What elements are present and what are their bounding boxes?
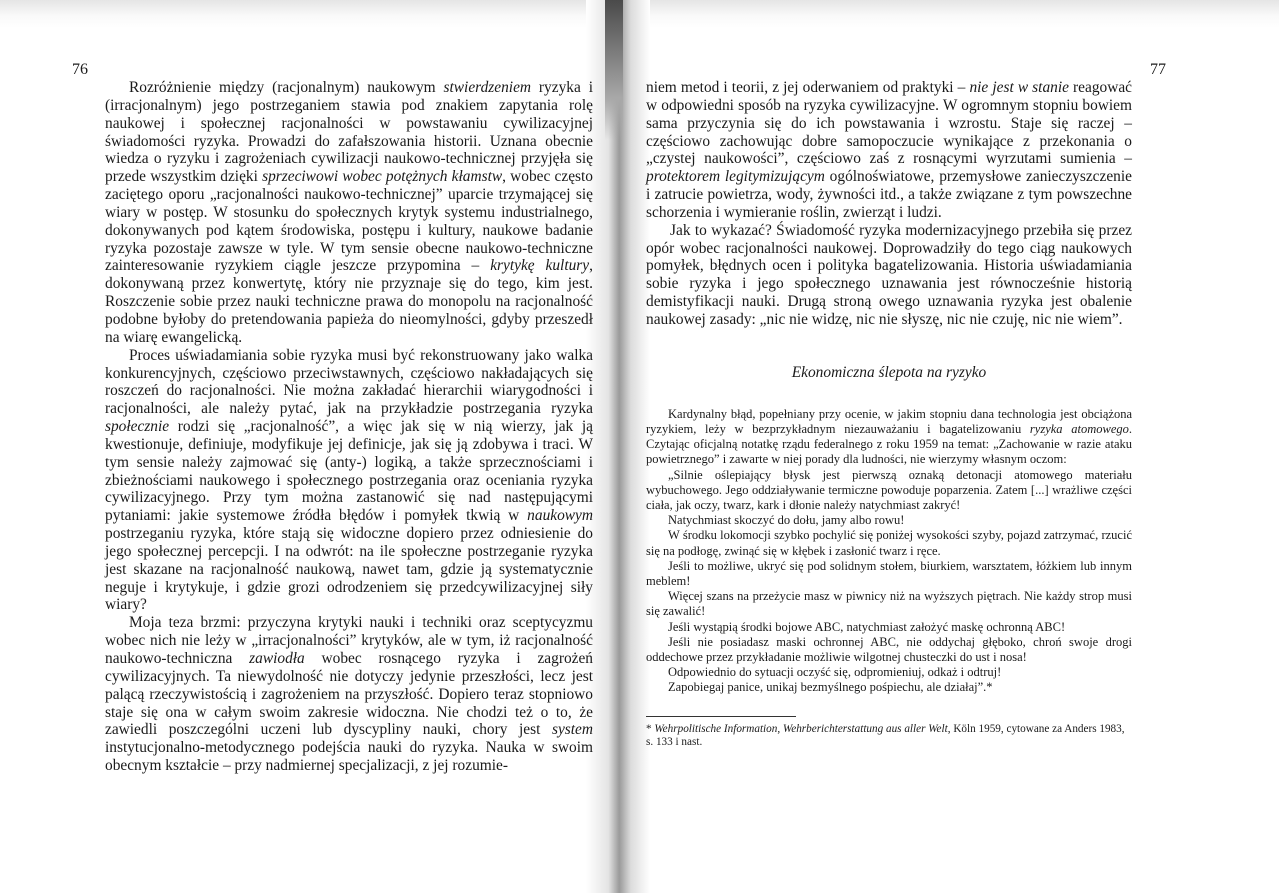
text-run: Jeśli wystąpią środki bojowe ABC, natychmiast założyć maskę ochronną ABC! <box>668 619 1066 634</box>
text-run: ogólnoświatowe, przemysłowe zanieczyszczenie i zatrucie powietrza, wody, żywności itd., a także związane z tym powszechne schorzenia i wymieranie roślin, zwierząt i ludzi. <box>646 168 1132 221</box>
text-run: Jeśli nie posiadasz maski ochronnej ABC, nie oddychaj głęboko, chroń swoje drogi oddechowe przez przykładanie możliwie wilgotnej chusteczki do ust i nosa! <box>646 634 1132 665</box>
italic-text: zawiodła <box>249 650 305 667</box>
quote-line <box>646 620 1132 635</box>
footnote-divider <box>646 716 796 717</box>
left-paragraph-2 <box>105 347 593 615</box>
italic-text: sprzeciwowi wobec potężnych kłamstw <box>262 168 503 186</box>
italic-text: protektorem legitymizującym <box>646 168 825 186</box>
text-run: . Czytając oficjalną notatkę rządu federalnego z roku 1959 na temat: „Zachowanie w razie ataku powietrznego” i zawarte w niej porady dla ludności, nie wierzymy własnym oczom: <box>646 422 1132 467</box>
text-run: Rozróżnienie między (racjonalnym) naukowym <box>129 79 444 96</box>
text-run: „Silnie oślepiający błysk jest pierwszą oznaką detonacji atomowego materiału wybuchowego. Jego oddziaływanie termiczne powoduje poparzenia. Zatem [...] wrażliwe części ciała, jak oczy, twarz, kark i dłonie należy natychmiast zakryć! <box>646 467 1132 513</box>
quote-intro <box>646 407 1132 468</box>
text-run: wobec rosnącego ryzyka i zagrożeń cywilizacyjnych. Ta niewydolność nie dotyczy jedynie przeszłości, lecz jest palącą rzeczywistością i zagrożeniem na przyszłość. Dopiero teraz stopniowo staje się ona w całym swoim zakresie widoczna. Nie chodzi też o to, że zawiedli poszczególni uczeni lub dyscypliny nauki, chory jest <box>105 650 593 739</box>
quote-line <box>646 559 1132 589</box>
text-run: ryzyka i (irracjonalnym) jego postrzeganiem stawia pod znakiem zapytania rolę naukowej i społecznej racjonalności w powstawaniu cywilizacyjnej świadomości ryzyka. Prowadzi do zafałszowania historii. Uznana obecnie wiedza o ryzyku i zagrożeniach cywilizacji naukowo-technicznej przyjęła się przede wszystkim dzięki <box>105 79 593 186</box>
text-run: Jeśli to możliwe, ukryć się pod solidnym stołem, biurkiem, warsztatem, łóżkiem lub innym meblem! <box>646 558 1132 589</box>
text-run: Natychmiast skoczyć do dołu, jamy albo rowu! <box>668 513 905 528</box>
footnote-citation: , Köln 1959, cytowane za Anders 1983, s. 133 i nast. <box>646 722 1125 748</box>
text-run: niem metod i teorii, z jej oderwaniem od praktyki – <box>646 79 970 96</box>
italic-text: stwierdzeniem <box>443 79 532 96</box>
page-number-right: 77 <box>1150 61 1166 78</box>
right-paragraph-1 <box>646 79 1132 222</box>
text-run: rodzi się „racjonalność”, a więc jak się w nią wierzy, jak ją kwestionuje, definiuje, modyfikuje jej definicje, jak się ją zdobywa i traci. W tym sensie należy zajmować się (anty-) logiką, a także sprzecznościami i zbieżnościami naukowego i społecznego postrzegania oraz oceniania ryzyka cywilizacyjnego. Przy tym można zastanowić się nad następującymi pytaniami: jakie systemowe źródła błędów i pomyłek tkwią w <box>105 418 593 525</box>
italic-text: społecznie <box>105 418 170 436</box>
text-run: Jak to wykazać? Świadomość ryzyka modernizacyjnego przebiła się przez opór wobec racjonalności naukowej. Doprowadziły do tego ciąg naukowych pomyłek, błędnych ocen i polityka bagatelizowania. Historia uświadamiania sobie ryzyka i jego społecznego uznawania jest równocześnie historią demistyfikacji nauki. Drugą stroną owego uznawania ryzyka jest obalenie naukowej zasady: „nic nie widzę, nic nie słyszę, nic nie czuję, nic nie wiem”. <box>646 221 1132 328</box>
page-number-left: 76 <box>72 61 88 78</box>
quote-line <box>646 680 1132 695</box>
right-paragraph-2 <box>646 222 1132 329</box>
italic-text: ryzyka atomowego <box>1029 422 1129 437</box>
footnote-marker: * <box>646 722 655 735</box>
footnote-source-title: Wehrpolitische Information, Wehrberichterstattung aus aller Welt <box>654 722 948 735</box>
book-gutter-shadow <box>605 0 623 140</box>
left-paragraph-1 <box>105 79 593 347</box>
text-run: Kardynalny błąd, popełniany przy ocenie, w jakim stopniu dana technologia jest obciążona ryzykiem, leży w bezprzykładnym niezauważaniu i bagatelizowaniu <box>646 406 1132 437</box>
footnote <box>646 723 1132 749</box>
italic-text: krytykę kultury <box>490 257 590 275</box>
left-page-column <box>105 79 593 775</box>
text-run: Zapobiegaj panice, unikaj bezmyślnego pośpiechu, ale działaj”.* <box>668 680 993 695</box>
text-run: postrzeganiu ryzyka, które stają się widoczne dopiero przez odniesienie do jego społecznej percepcji. I na odwrót: na ile społeczne postrzeganie ryzyka jest skazane na racjonalność naukową, nawet tam, gdzie ją systematycznie neguje i krytykuje, i gdzie grozi odrodzeniem się przedcywilizacyjnej siły wiary? <box>105 525 593 614</box>
text-run: Odpowiednio do sytuacji oczyść się, odpromieniuj, odkaż i odtruj! <box>668 665 1002 680</box>
text-run: instytucjonalno-metodycznego podejścia nauki do ryzyka. Nauka w swoim obecnym kształcie – przy nadmiernej specjalizacji, z jej rozumie- <box>105 739 593 775</box>
italic-text: naukowym <box>527 507 593 525</box>
quote-line <box>646 665 1132 680</box>
text-run: Więcej szans na przeżycie masz w piwnicy niż na wyższych piętrach. Nie każdy strop musi się zawalić! <box>646 589 1132 619</box>
text-run: Moja teza brzmi: przyczyna krytyki nauki i techniki oraz sceptycyzmu wobec nich nie leży w „irracjonalności” krytyków, ale w tym, iż racjonalność naukowo-techniczna <box>105 614 593 667</box>
quote-line <box>646 589 1132 619</box>
text-run: , dokonywaną przez konwertytę, który nie przyznaje się do tego, kim jest. Roszczenie sobie przez nauki techniczne prawa do monopolu na racjonalność podobne byłoby do pretendowania papieża do nieomylności, gdyby przeszedł na wiarę ewangelicką. <box>105 257 593 346</box>
quote-line <box>646 468 1132 514</box>
text-run: Proces uświadamiania sobie ryzyka musi być rekonstruowany jako walka konkurencyjnych, częściowo przeciwstawnych, częściowo nakładających się roszczeń do racjonalności. Nie można zakładać hierarchii wiarygodności i racjonalności, ale należy pytać, jak na przykładzie postrzegania ryzyka <box>105 346 593 418</box>
italic-text: nie jest w stanie <box>969 79 1069 96</box>
quote-line <box>646 635 1132 665</box>
italic-text: system <box>551 721 593 739</box>
text-run: , wobec często zaciętego oporu „racjonalności naukowo-technicznej” uparcie trzymającej się wiary w postęp. W stosunku do społecznych krytyk systemu industrialnego, dokonywanych pod kątem środowiska, postępu i kultury, naukowe badanie ryzyka pozostaje zawsze w tyle. W tym sensie obecne naukowo-techniczne zainteresowanie ryzykiem ciągle jeszcze przypomina – <box>105 168 593 275</box>
section-heading: Ekonomiczna ślepota na ryzyko <box>791 363 987 381</box>
text-run: W środku lokomocji szybko pochylić się poniżej wysokości szyby, pojazd zatrzymać, rzucić się na podłogę, zwinąć się w kłębek i zasłonić twarz i ręce. <box>646 528 1132 558</box>
quote-line <box>646 513 1132 528</box>
text-run: reagować w odpowiedni sposób na ryzyka cywilizacyjne. W ogromnym stopniu bowiem sama przyczynia się do ich powstawania i wzrostu. Staje się raczej – częściowo zachowując dobre samopoczucie wynikające z przekonania o „czystej naukowości”, częściowo zaś z rosnącymi wyrzutami sumienia – <box>646 79 1133 168</box>
left-paragraph-3 <box>105 614 593 775</box>
quote-line <box>646 528 1132 558</box>
right-page-column <box>646 79 1132 749</box>
